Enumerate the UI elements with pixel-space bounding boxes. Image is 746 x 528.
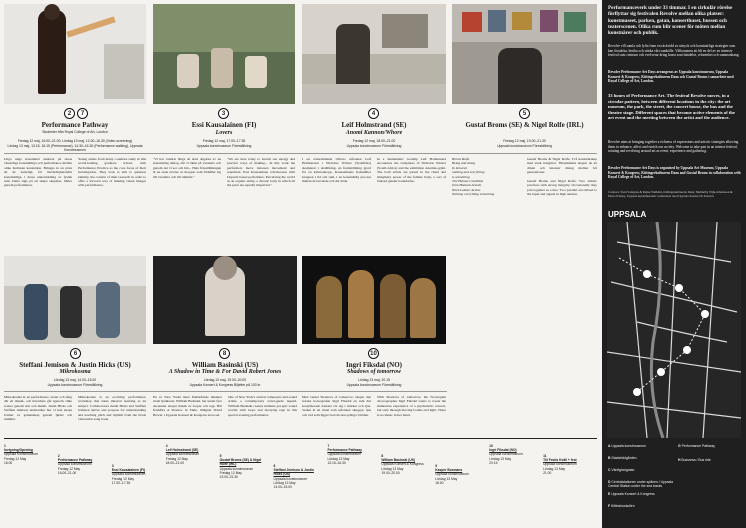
- event-venue: Uppsala konstmuseum Föreställning: [196, 144, 252, 148]
- event-dates: Lördag 13 maj, 14.00–15.00: [53, 378, 97, 382]
- event-title: Gustaf Broms (SE) & Nigel Rolfe (IRL): [465, 121, 584, 129]
- event-dates: Lördag 13 maj, 20.15: [357, 378, 391, 382]
- event-dates: Fredag 12 maj, 16.00–21.00; Lördag 13 maj, 12.00–16.30 (Video screening): [17, 139, 133, 143]
- legend-item: [608, 504, 674, 508]
- schedule-place: Uppsala konstmuseum: [219, 466, 254, 471]
- intro-swedish-organizers: Revolve Performance Art Days arrangeras av Uppsala konstmuseum, Uppsala Konsert & Kongress, Kittingerkulturens Dans och Gustaf Broms i samarbete med Royal College of Art, London.: [608, 70, 734, 84]
- schedule-time: Lördag 13 May 21.00: [543, 466, 566, 475]
- schedule-title: Invigning/Opening: [4, 448, 33, 453]
- legend-label: Uppsala konstmuseum: [611, 444, 646, 448]
- event-description-en: Young artists from many countries study in this world-leading graduate school, with Performance Practice as the core focus of their investigation. They look to aim to question identity, the context of their research in order to offer a forward way of making visual images with performance.: [78, 157, 146, 188]
- schedule: [4, 440, 597, 524]
- legend-item: [608, 492, 674, 496]
- legend-label: Bussresa / Bus ride: [681, 458, 711, 462]
- event-number-badge: 8: [219, 348, 230, 359]
- map-legend: [608, 444, 741, 524]
- schedule-time: Lördag 13 May 19.00–20.00: [381, 466, 404, 475]
- schedule-time: Lördag 13 May 13.15–16.30: [327, 456, 350, 465]
- schedule-number: 2: [57, 454, 60, 458]
- schedule-title: Gustaf Broms (SE) & Nigel Rolfe (IRL): [219, 458, 262, 467]
- city-map[interactable]: [607, 222, 741, 438]
- legend-letter: E: [608, 492, 612, 496]
- event-venue: Uppsala konstmuseum Föreställning: [47, 383, 103, 387]
- schedule-number: 8: [381, 454, 384, 458]
- legend-item: [608, 444, 674, 448]
- event-number-badge: 10: [368, 348, 379, 359]
- event-number-badge: 3: [218, 108, 229, 119]
- schedule-title: Kasper Bosmans: [435, 468, 463, 473]
- schedule-item: [58, 454, 108, 475]
- schedule-number: 9: [435, 464, 438, 468]
- event-venue: Uppsala konstmuseum Föreställning: [346, 383, 402, 387]
- schedule-time: Fredag 12 May 18.00–21.00: [165, 456, 188, 465]
- schedule-title: Steffani Jemison & Justin Hicks (US): [273, 468, 314, 477]
- event-number-badge: 5: [519, 108, 530, 119]
- legend-letter: A: [608, 444, 612, 448]
- curators-credit: Curators: Terri Salagren & Rajku Walhöm, Kittingerkulturens Dans; Malmöby Wijk-Johansson & Pietro Kiroky, Uppsala konstmuseum i samarbete med Uppsala Konsert & Konsert: [608, 190, 733, 198]
- schedule-item: [435, 464, 485, 485]
- map-title: UPPSALA: [608, 210, 647, 219]
- event-number-badge: 4: [368, 108, 379, 119]
- legend-item: [678, 444, 741, 448]
- legend-item: [678, 458, 741, 462]
- schedule-place: Uppsala konstmuseum: [165, 452, 200, 457]
- event-title: Leif Holmstrand (SE): [341, 121, 407, 129]
- schedule-title: Essi Kausalainen (FI): [111, 468, 145, 473]
- schedule-time: Fredag 12 May 19.00–21.30: [219, 470, 242, 480]
- event-description-en: In a shamanistic worship Leif Holmstrand encounters the sculptures of Nicholas Wicker (South Africa) and the exhibition Anomia-syphi. The both artists are joined in the ritual and imaginary power of the female body, a sort of blurred gender boundaries.: [377, 157, 446, 184]
- legend-label: Centralstationen under spånen / Uppsala Central Station under the sea tracks: [608, 480, 674, 489]
- schedule-item: [327, 444, 377, 465]
- event-subtitle: Shadows of tomorrow: [346, 369, 401, 375]
- event-venue: Uppsala Konsert & Kongress Biljetter på 100 kr: [189, 383, 261, 387]
- event-title: William Basinski (US): [191, 361, 259, 369]
- photo-broms-rolfe: [452, 4, 597, 104]
- event-dates: Fredag 12 maj, 18.00–21.00: [352, 139, 396, 143]
- schedule-item: [543, 454, 593, 475]
- event-title: Steffani Jemison & Justin Hicks (US): [19, 361, 131, 369]
- event-description-sv: I en scharamänisk tillvaro utforskar Leif Holmstrand i Nicholas Wicker (Sydafrika) skulpturer i utställning, en framställning gjord för en kvinnokropp. Kausalainens framställer kroppen i tid och rum, i en konstnärlig process mellan det levande och det döda.: [302, 157, 371, 184]
- event-description-sv: Mikrokosma är en performance, teater och sång där ett musik- och körarbete går igenom olika scener genom text och musik. Justin Hicks och Steffani Jemison undersöker hur vi kan skapa former av gemenskap genom ljudet och rummet.: [4, 395, 72, 422]
- schedule-time: Fredag 12 May 16.00: [4, 456, 27, 465]
- legend-item: [608, 480, 674, 489]
- schedule-place: Uppsala konstmuseum: [327, 452, 361, 457]
- legend-letter: B: [608, 456, 612, 460]
- schedule-item: [220, 454, 270, 479]
- schedule-number: 5: [219, 454, 222, 458]
- photo-performance-pathway: [4, 4, 146, 104]
- event-dates: Fredag 12 maj, 19.00–21.30: [503, 139, 546, 143]
- schedule-title: Leif Holmstrand (SE): [165, 448, 199, 453]
- event-description-en: With Shadows of tomorrow, the Norwegian choreographer Ingri Fiksdal wants to create the immersive experience of a psychedelic concert, but only through moving bodies and light. There is no music in her hand.: [377, 395, 446, 417]
- schedule-number: 4: [165, 444, 168, 448]
- event-venue: Uppsala konstmuseum Föreställning: [346, 144, 402, 148]
- event-title: Performance Pathway: [41, 121, 109, 129]
- legend-label: Stadsträdgården: [611, 456, 637, 460]
- schedule-place: Uppsala konstmuseum: [435, 472, 469, 477]
- photo-leif-holmstrand: [302, 4, 446, 104]
- schedule-number: 6: [273, 464, 276, 468]
- event-description-en: One of New York's central composers and sound artists, a contemporary avant-garde legend. William Basinski creates intimate yet epic sound worlds with loops and decaying tape in this special evening performance.: [228, 395, 297, 417]
- legend-label: Kittinshuskullen: [611, 504, 635, 508]
- event-subtitle: Anomi Kannon/Whore: [345, 130, 403, 136]
- intro-swedish-lead: Performanceverk under 33 timmar. I en cirkulär rörelse förflyttar sig festivalen Revolve mellan olika platser: konstmuseet, parken, gatan, konserthuset, bussen och teaterscenen. Olika rum blir scener för möten mellan konstnärer och publik.: [608, 5, 733, 37]
- legend-label: Uppsala Konsert & Kongress: [611, 492, 655, 496]
- legend-letter: G: [678, 444, 682, 448]
- schedule-item: [381, 454, 431, 475]
- schedule-place: Uppsala Konstmuseum: [4, 452, 39, 457]
- info-panel: [602, 0, 746, 528]
- event-description-en: Gustaf Broms & Nigel Rolfe. Två konstnärskap med stark integritet. Tillsammans skapar de en direkt och intensiv dialog mellan två generationer. Gustaf Broms and Nigel Rolfe. Two artistic practices with strong integrity. Occasionally they join together as a duo. Two parallel acts mixed to the input and appeal in high tension.: [527, 157, 597, 197]
- legend-item: [608, 456, 674, 460]
- event-subtitle: A Shadow in Time & For David Robert Jones: [168, 369, 282, 375]
- schedule-item: [166, 444, 216, 465]
- schedule-title: Till Festis Kväll + fest: [543, 458, 577, 463]
- event-dates: Fredag 12 maj, 17.00–17.35: [202, 139, 246, 143]
- event-title: Essi Kausalainen (FI): [191, 121, 257, 129]
- event-dates: Lördag 13 maj, 19.00–20.00: [203, 378, 247, 382]
- photo-ingri-fiksdal: [302, 256, 446, 344]
- schedule-item: [274, 464, 324, 489]
- event-description-sv: "Vi har vandrat längs de sista dagarna av en konstnärlig dialog, där vi tänkt på varandra och genom det vi ser och hör... Hela föreställningen är en enda rörelse av kroppar som förhåller sig till varandra och till rummet.": [153, 157, 221, 179]
- event-description-en: Mikrokosma is an evolving performance workshop that takes musical learning as its subject. Collaborators Justin Hicks and Steffani Jemison derive and propose for understanding and teaching pitch and rhythm from the black vernacular song book.: [78, 395, 146, 422]
- schedule-place: Uppsala konstmuseum: [273, 476, 308, 481]
- schedule-number: 7: [327, 444, 330, 448]
- schedule-time: Lördag 13 May 14.00–15.00: [273, 480, 296, 490]
- event-number-badge: 7: [77, 108, 88, 119]
- event-description-sv: Unga unga konstnärer studerar på deras väsentliga konstnärliga och performance mellan olika Kulturen konstnärer. Bringas in en plats att de naturligt, för likvärdighetsfulla konstnärliga, i deras undersökning av fysisk rum. Detta sägs på att skapa skapelse, bilder genom performance.: [4, 157, 72, 188]
- intro-swedish-text: Revolve vill samla och lyfta fram en räckvidd av uttryck och konstnärliga strategier som kan förstärka, berika och stärka vårt samhälle. Välkommen att bli en del av en intensiv festival som centrum och evolverar kring konst som händelse, erfarenhet och sammanhang.: [608, 44, 740, 58]
- event-subtitle: Studenter från Royal College of Art, London: [42, 130, 108, 134]
- schedule-title: Performance Pathway: [57, 458, 93, 463]
- event-number-badge: 2: [64, 108, 75, 119]
- schedule-time: Fredag 12 May 16.00–21.00: [57, 466, 81, 475]
- event-poem: Broms Rolfe Being and doing In between nothing and everything is something The Human Condition from Hannah Arendt Work Labour Action Nothing everything something: [452, 157, 495, 197]
- schedule-item: [4, 444, 54, 465]
- schedule-place: Uppsala konstmuseum: [543, 462, 577, 467]
- photo-jemison-hicks: [4, 256, 146, 344]
- schedule-title: Performance Pathway: [327, 448, 362, 453]
- event-description-sv: En av New Yorks mest framstående musiker inom ljudkonst, William Basinski, har under fyra decennier skapat musik av loopar och tejp. Här framförs A Shadow in Time, tillägnat David Bowie, i Uppsala Konsert & Kongress stora sal.: [153, 395, 222, 417]
- photo-william-basinski: [153, 256, 297, 344]
- schedule-time: Fredag 12 May 17.00–17.35: [111, 476, 134, 485]
- schedule-time: Lördag 13 May 18.00: [435, 476, 458, 485]
- legend-letter: C: [608, 468, 612, 472]
- legend-label: Performance Pathway: [681, 444, 715, 448]
- intro-english-organizers: Revolve Performance Art Days is organized by Uppsala Art Museum, Uppsala Konsert & Kongress, Kittingerkulturens Dans and Gustaf Broms in collaboration with Royal College of Art, London.: [608, 166, 741, 180]
- schedule-rule: [4, 438, 597, 439]
- legend-item: [608, 468, 674, 472]
- divider: [4, 153, 597, 154]
- schedule-number: 3: [111, 464, 114, 468]
- intro-english-text: Revolve aims at bringing together a richness of expressions and artistic strategies allowing them to enhance, affect and enrich our society. Welcome to take part in an intense festival, rotating and revolving around art as event, experience and gathering.: [608, 140, 739, 154]
- schedule-number: 11: [543, 454, 547, 458]
- schedule-item: [489, 444, 539, 465]
- legend-letter: F: [608, 504, 612, 508]
- intro-english-lead: 33 hours of Performance Art. The festival Revolve moves, in a circular pattern, between different locations in the city: the art museum, the park, the street, the concert house, the bus and the theatre stage. Different spaces that become active elements of the art event and the meeting between the artist and the audience.: [608, 93, 735, 121]
- legend-letter: H: [678, 458, 682, 462]
- photo-essi-kausalainen: [153, 4, 295, 104]
- event-venue: Lördag 13 maj, 13.15, 16.15 (Performance); 14.30–16.30 (Performance walking), Uppsala Konstmuseum: [7, 144, 143, 153]
- event-subtitle: Lovers: [215, 130, 233, 136]
- schedule-place: Uppsala konstmuseum: [111, 472, 146, 477]
- schedule-title: Ingri Fiksdal (NO): [489, 448, 517, 453]
- legend-label: Vänitghargatan: [611, 468, 635, 472]
- event-subtitle: Mikrokosma: [59, 369, 91, 375]
- divider: [4, 391, 447, 392]
- event-description-sv: Med verket Shadows of tomorrow, skapar den norska koreografen Ingri Fiksdal en rum där kostymerade dansare rör sig i mörker och ljus. Verket är en ritual som utforskar skuggor, ljus och vad som ligger bortom den synliga världen.: [302, 395, 371, 417]
- schedule-title: William Basinski (US): [381, 458, 416, 463]
- event-title: Ingri Fiksdal (NO): [345, 361, 402, 369]
- event-venue: Uppsala konstmuseum Föreställning: [497, 144, 552, 148]
- event-number-badge: 6: [70, 348, 81, 359]
- event-description-en: "We are here today to stretch our energy and practice ways of making... In this work the performers move between movement and repetition. Essi Kausalainen collaborates with Uppsala based performers. Perceiving the world as an organic entity, a chaotic body in which all the parts are equally important.": [227, 157, 295, 188]
- schedule-number: 1: [4, 444, 6, 448]
- schedule-place: Uppsala Konsert & Kongress: [381, 462, 424, 467]
- schedule-place: Uppsala konstmuseum: [489, 452, 523, 457]
- schedule-time: Lördag 13 May 20.15: [489, 456, 512, 465]
- legend-letter: D: [608, 480, 612, 484]
- schedule-place: Uppsala konstmuseum: [57, 462, 92, 467]
- schedule-item: [112, 464, 162, 485]
- schedule-number: 10: [489, 444, 493, 448]
